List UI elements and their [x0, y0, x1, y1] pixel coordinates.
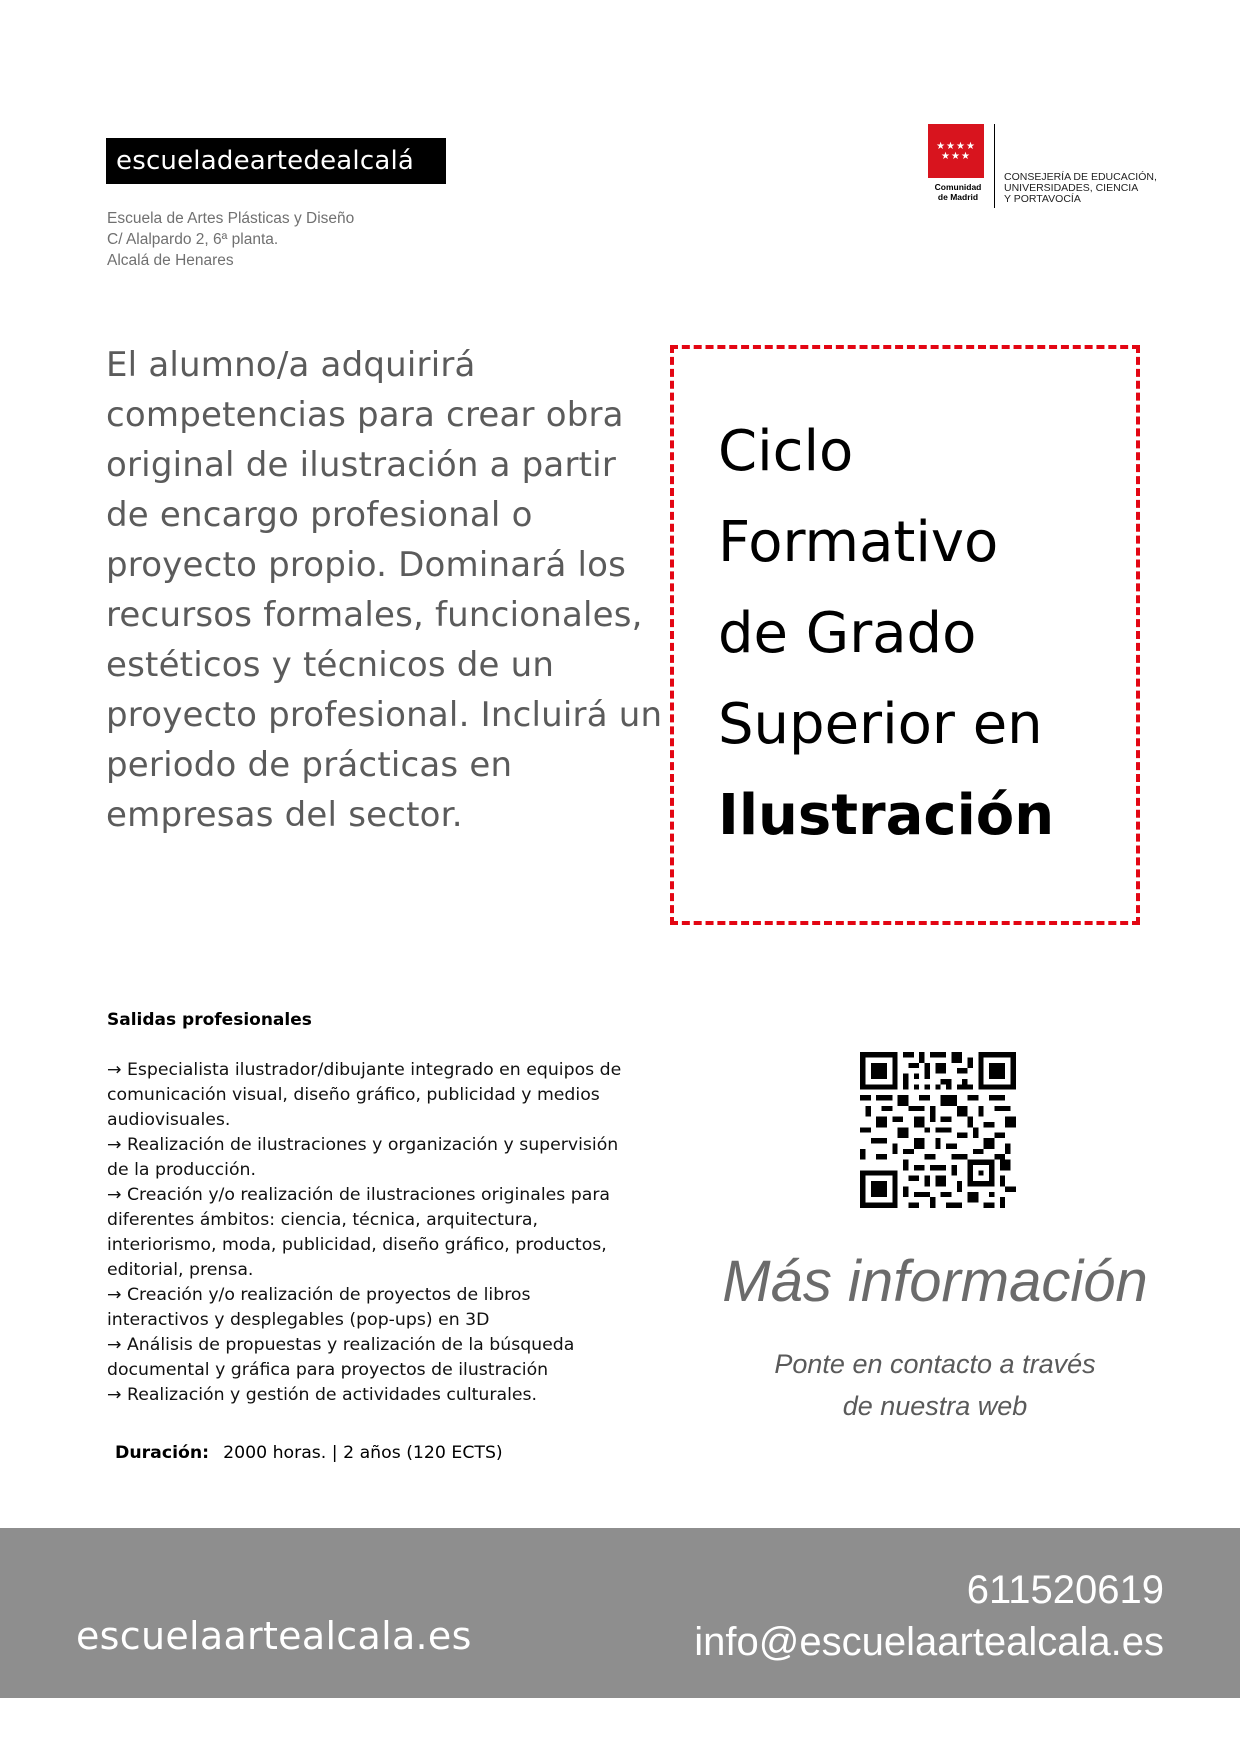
title-line: Ciclo — [718, 419, 854, 484]
title-emphasis: Ilustración — [718, 783, 1055, 848]
school-logo-bar: escueladeartedealcalá — [106, 138, 446, 184]
duration-value: 2000 horas. | 2 años (120 ECTS) — [223, 1443, 503, 1463]
school-address-line: Escuela de Artes Plásticas y Diseño — [107, 210, 355, 227]
duration-label: Duración: — [115, 1443, 210, 1463]
footer-website-link[interactable]: escuelaartealcala.es — [76, 1614, 472, 1658]
arrow-right-icon: → — [107, 1185, 122, 1205]
course-title — [718, 406, 1138, 861]
list-item-text: Creación y/o realización de ilustraciones originales para diferentes ámbitos: ciencia, técnica, arquitectura, interiorismo, moda, publicidad, diseño gráfico, productos, editorial, prensa. — [107, 1185, 611, 1280]
comunidad-madrid-logo — [928, 124, 1160, 208]
list-item-text: Análisis de propuestas y realización de la búsqueda documental y gráfica para proyectos de ilustración — [107, 1335, 575, 1380]
list-item — [107, 1058, 637, 1133]
salidas-heading: Salidas profesionales — [107, 1010, 312, 1030]
more-info-title: Más información — [722, 1249, 1148, 1314]
logo-name — [928, 182, 988, 202]
duration-info — [115, 1443, 503, 1463]
more-info-line: Ponte en contacto a través — [774, 1349, 1096, 1379]
arrow-right-icon: → — [107, 1385, 122, 1405]
title-line: Superior en — [718, 692, 1043, 757]
title-line: de Grado — [718, 601, 977, 666]
intro-paragraph: El alumno/a adquirirá competencias para crear obra original de ilustración a partir de encargo profesional o proyecto propio. Dominará los recursos formales, funcionales, estéticos y técnicos de un proyecto profesional. Incluirá un periodo de prácticas en empresas del sector. — [106, 345, 663, 835]
school-address-line: C/ Alalpardo 2, 6ª planta. — [107, 231, 279, 248]
arrow-right-icon: → — [107, 1335, 122, 1355]
school-address — [107, 208, 354, 271]
qr-code-icon[interactable] — [860, 1052, 1016, 1208]
footer-band — [0, 1528, 1240, 1698]
arrow-right-icon: → — [107, 1285, 122, 1305]
more-info-line: de nuestra web — [842, 1391, 1028, 1421]
footer-phone[interactable]: 611520619 — [966, 1568, 1164, 1612]
salidas-list — [107, 1058, 637, 1408]
arrow-right-icon: → — [107, 1135, 122, 1155]
list-item-text: Creación y/o realización de proyectos de libros interactivos y desplegables (pop-ups) en 3D — [107, 1285, 531, 1330]
logo-divider — [994, 124, 995, 208]
school-address-line: Alcalá de Henares — [107, 252, 234, 269]
logo-department — [1004, 172, 1157, 205]
list-item — [107, 1383, 637, 1408]
more-info-subtitle — [640, 1343, 1230, 1427]
list-item-text: Especialista ilustrador/dibujante integrado en equipos de comunicación visual, diseño gráfico, publicidad y medios audiovisuales. — [107, 1060, 622, 1130]
list-item-text: Realización de ilustraciones y organización y supervisión de la producción. — [107, 1135, 619, 1180]
logo-dept-line: UNIVERSIDADES, CIENCIA — [1004, 182, 1139, 194]
arrow-right-icon: → — [107, 1060, 122, 1080]
title-line: Formativo — [718, 510, 999, 575]
list-item — [107, 1283, 637, 1333]
stars-icon: ★★★★ ★★★ — [936, 141, 976, 162]
list-item-text: Realización y gestión de actividades culturales. — [126, 1385, 538, 1405]
logo-dept-line: CONSEJERÍA DE EDUCACIÓN, — [1004, 171, 1157, 183]
footer-email-link[interactable]: info@escuelaartealcala.es — [694, 1620, 1164, 1664]
list-item — [107, 1183, 637, 1283]
logo-name-line: de Madrid — [937, 192, 979, 202]
logo-dept-line: Y PORTAVOCÍA — [1004, 193, 1081, 205]
list-item — [107, 1133, 637, 1183]
logo-name-line: Comunidad — [934, 182, 982, 192]
list-item — [107, 1333, 637, 1383]
